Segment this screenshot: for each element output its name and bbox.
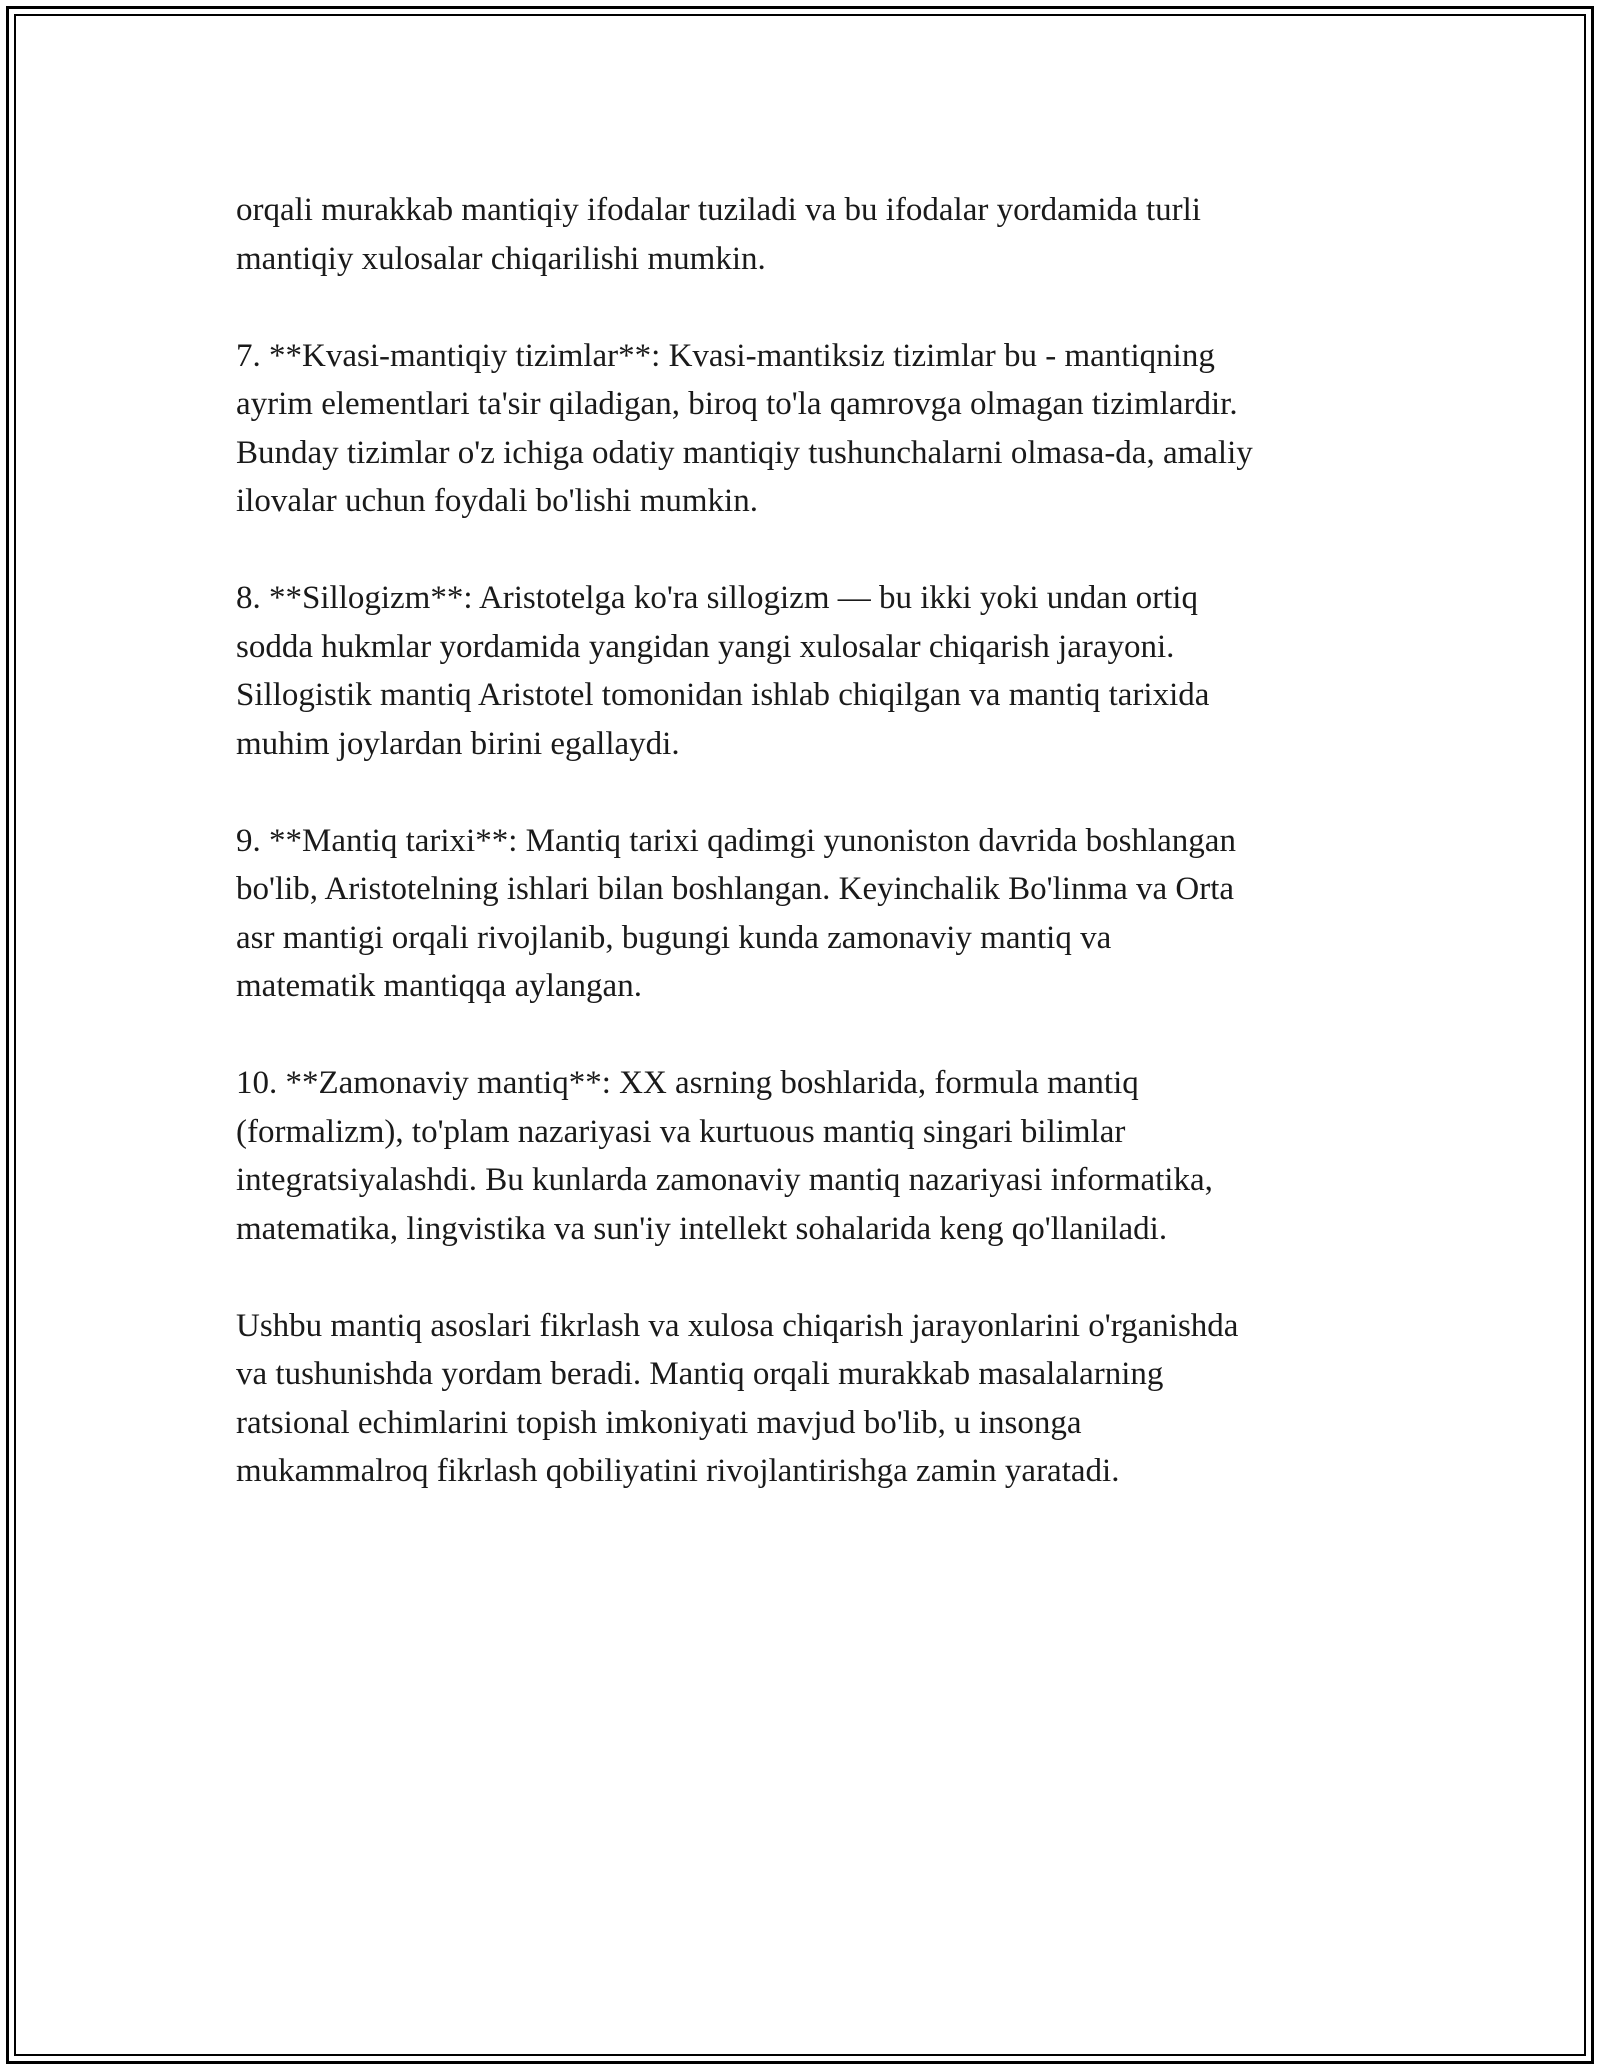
paragraph-conclusion: Ushbu mantiq asoslari fikrlash va xulosa chiqarish jarayonlarini o'rganishda va tushunishda yordam beradi. Mantiq orqali murakkab masalalarning ratsional echimlarini topish imkoniyati mavjud bo'lib, u insonga mukammalroq fikrlash qobiliyatini rivojlantirishga zamin yaratadi. [236,1307,1239,1489]
document-body [236,186,1386,1544]
paragraph-item-8: 8. **Sillogizm**: Aristotelga ko'ra sillogizm — bu ikki yoki undan ortiq sodda hukmlar yordamida yangidan yangi xulosalar chiqarish jarayoni. Sillogistik mantiq Aristotel tomonidan ishlab chiqilgan va mantiq tarixida muhim joylardan birini egallaydi. [236,580,1210,762]
paragraph-item-9: 9. **Mantiq tarixi**: Mantiq tarixi qadimgi yunoniston davrida boshlangan bo'lib, Aristotelning ishlari bilan boshlangan. Keyinchalik Bo'linma va Orta asr mantigi orqali rivojlanib, bugungi kunda zamonaviy mantiq va matematik mantiqqa aylangan. [236,822,1236,1004]
paragraph-item-7: 7. **Kvasi-mantiqiy tizimlar**: Kvasi-mantiksiz tizimlar bu - mantiqning ayrim elementlari ta'sir qiladigan, biroq to'la qamrovga olmagan tizimlardir. Bunday tizimlar o'z ichiga odatiy mantiqiy tushunchalarni olmasa-da, amaliy ilovalar uchun foydali bo'lishi mumkin. [236,337,1253,519]
paragraph-continuation: orqali murakkab mantiqiy ifodalar tuziladi va bu ifodalar yordamida turli mantiqiy xulosalar chiqarilishi mumkin. [236,192,1201,277]
paragraph-item-10: 10. **Zamonaviy mantiq**: XX asrning boshlarida, formula mantiq (formalizm), to'plam nazariyasi va kurtuous mantiq singari bilimlar integratsiyalashdi. Bu kunlarda zamonaviy mantiq nazariyasi informatika, matematika, lingvistika va sun'iy intellekt sohalarida keng qo'llaniladi. [236,1065,1213,1247]
